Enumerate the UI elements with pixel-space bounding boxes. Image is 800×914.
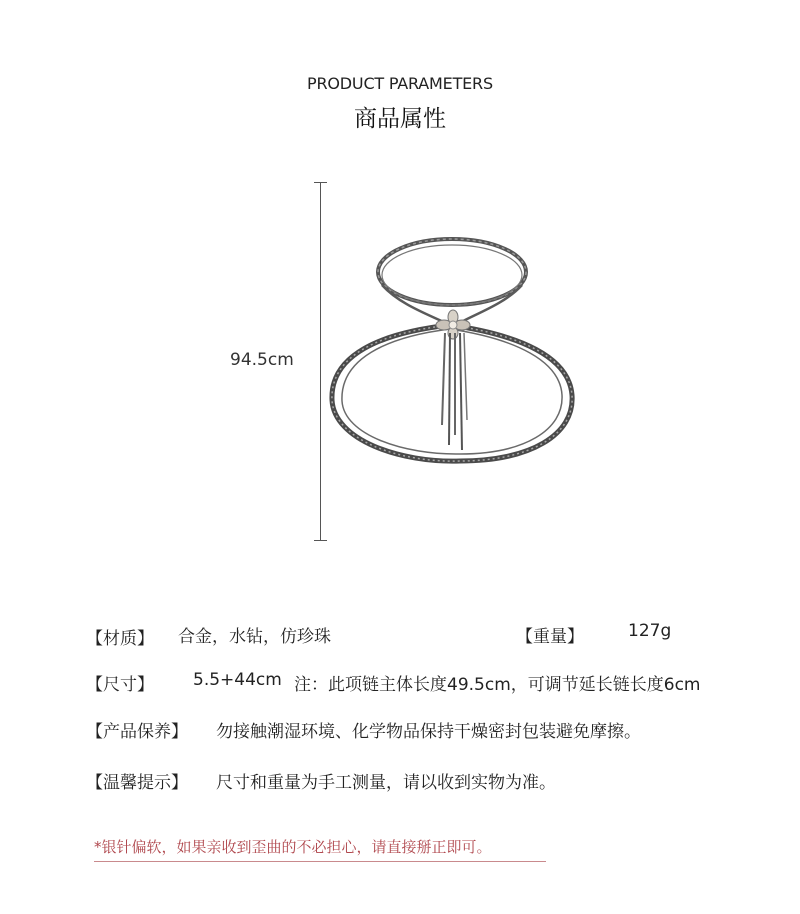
height-scale-bottom-cap	[314, 540, 327, 541]
size-value: 5.5+44cm	[193, 670, 282, 690]
weight-label: 【重量】	[516, 627, 584, 647]
tip-value: 尺寸和重量为手工测量，请以收到实物为准。	[216, 773, 556, 793]
size-label: 【尺寸】	[86, 675, 154, 695]
care-label: 【产品保养】	[86, 722, 188, 742]
care-value: 勿接触潮湿环境、化学物品保持干燥密封包装避免摩擦。	[216, 722, 641, 742]
footnote-text: *银针偏软，如果亲收到歪曲的不必担心，请直接掰正即可。	[94, 838, 492, 856]
height-scale-top-cap	[314, 182, 327, 183]
section-title-cn: 商品属性	[354, 106, 446, 132]
section-title-en: PRODUCT PARAMETERS	[307, 74, 493, 93]
material-label: 【材质】	[86, 629, 154, 649]
footnote-underline	[94, 861, 546, 862]
tip-label: 【温馨提示】	[86, 773, 188, 793]
weight-value: 127g	[628, 621, 672, 641]
height-label: 94.5cm	[230, 350, 294, 370]
material-value: 合金，水钻，仿珍珠	[178, 627, 331, 647]
body-chain-product-image	[320, 225, 590, 475]
size-note: 注：此项链主体长度49.5cm，可调节延长链长度6cm	[294, 675, 701, 695]
